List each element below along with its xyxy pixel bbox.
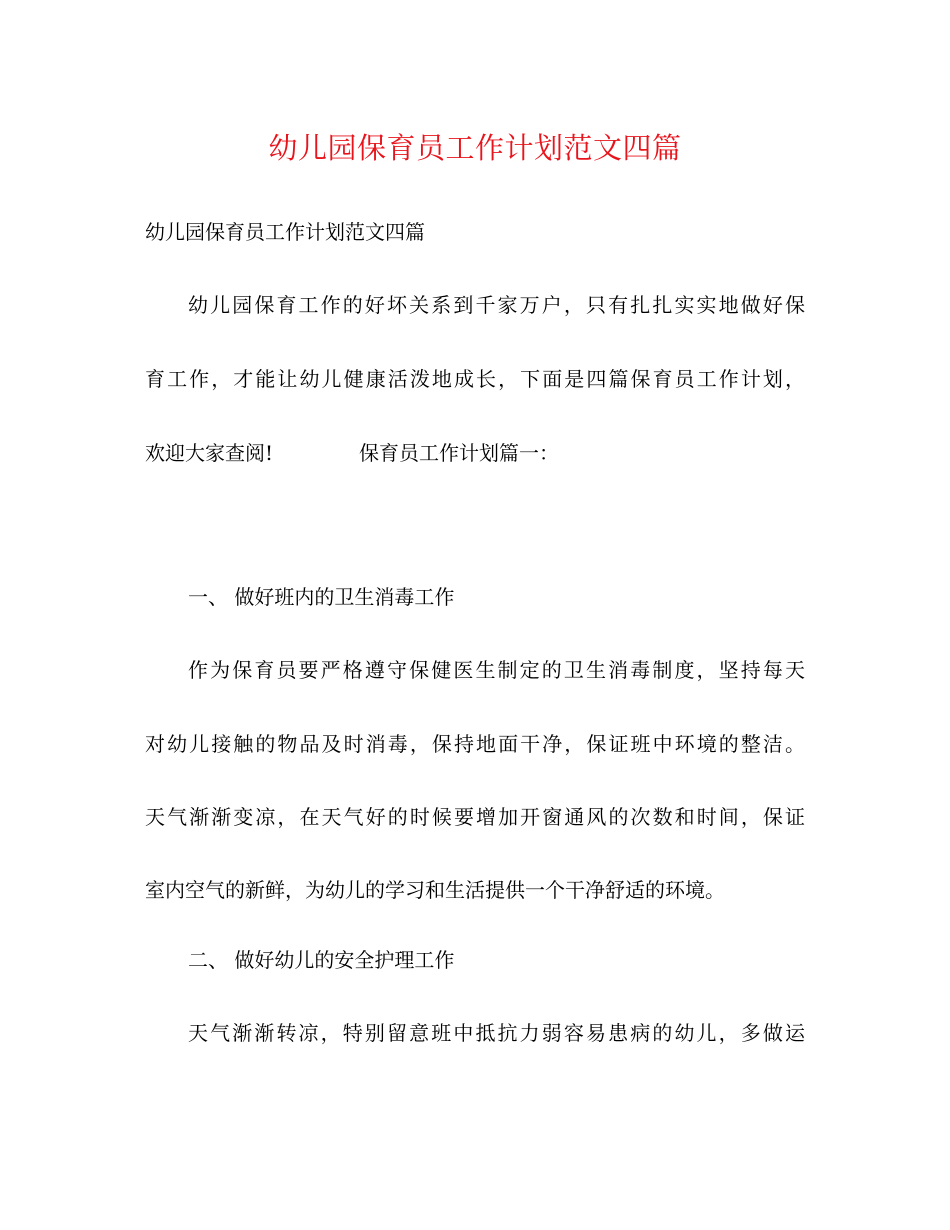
- section-paragraph-line: 天气渐渐转凉，特别留意班中抵抗力弱容易患病的幼儿，多做运: [188, 1021, 805, 1045]
- document-title: 幼儿园保育员工作计划范文四篇: [268, 131, 682, 165]
- intro-last-line: [145, 438, 805, 468]
- section-label: 保育员工作计划篇一：: [359, 441, 560, 465]
- section-paragraph-line: 天气渐渐变凉，在天气好的时候要增加开窗通风的次数和时间，保证: [145, 805, 805, 829]
- section-heading: 一、 做好班内的卫生消毒工作: [188, 585, 455, 609]
- document-subtitle: 幼儿园保育员工作计划范文四篇: [145, 220, 425, 244]
- section-heading: 二、 做好幼儿的安全护理工作: [188, 948, 455, 972]
- section-paragraph-line: 室内空气的新鲜，为幼儿的学习和生活提供一个干净舒适的环境。: [145, 878, 725, 902]
- section-paragraph-line: 对幼儿接触的物品及时消毒，保持地面干净，保证班中环境的整洁。: [145, 732, 805, 756]
- intro-paragraph-line: 幼儿园保育工作的好坏关系到千家万户，只有扎扎实实地做好保: [188, 293, 805, 317]
- section-paragraph-line: 作为保育员要严格遵守保健医生制定的卫生消毒制度，坚持每天: [188, 658, 805, 682]
- intro-paragraph-end: 欢迎大家查阅!: [145, 441, 274, 465]
- intro-paragraph-line: 育工作，才能让幼儿健康活泼地成长，下面是四篇保育员工作计划，: [145, 367, 805, 391]
